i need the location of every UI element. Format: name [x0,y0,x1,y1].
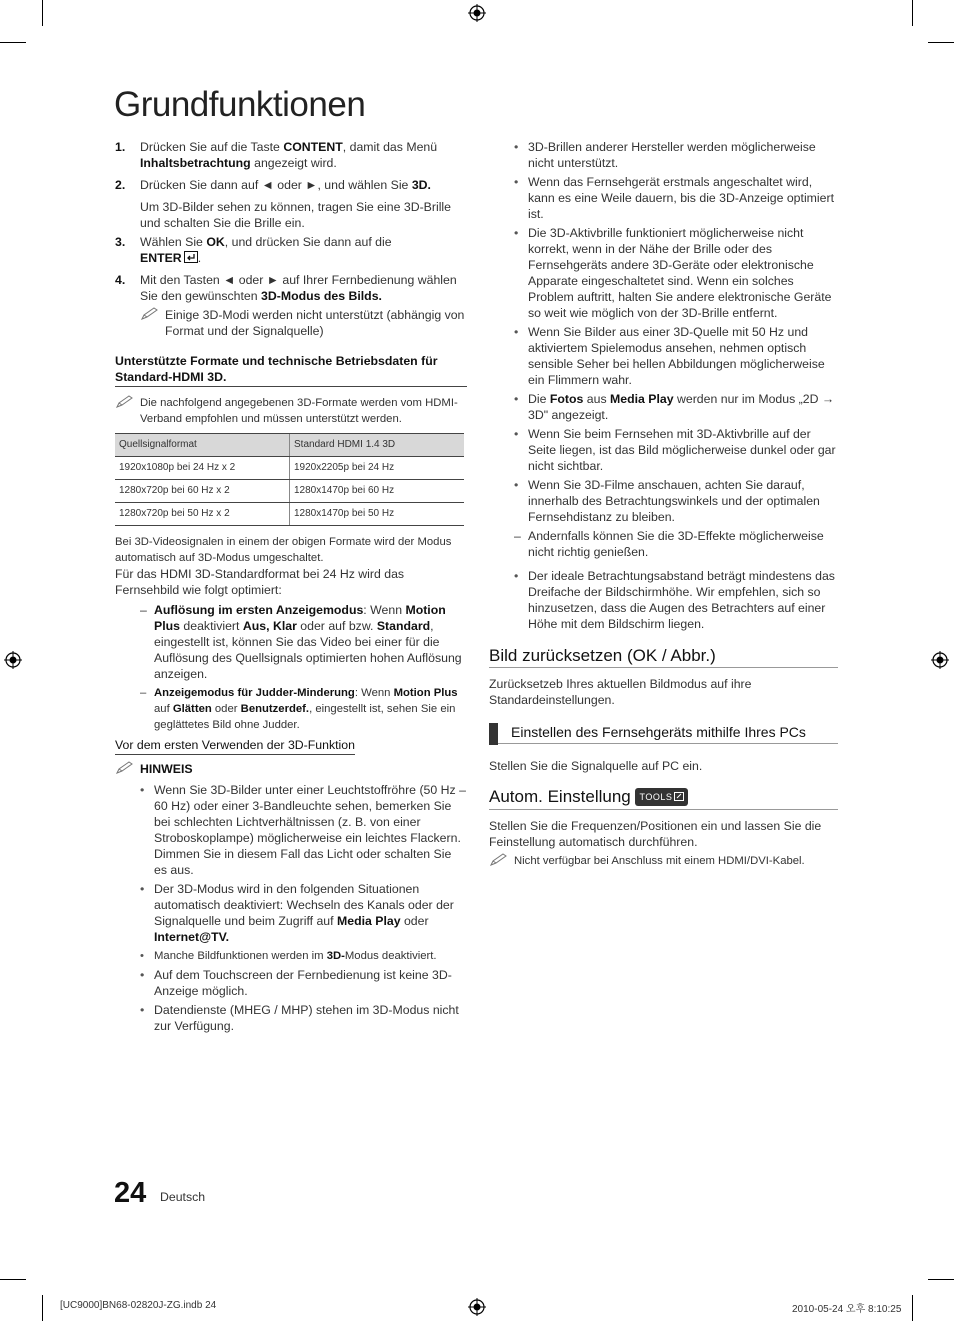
step-2-extra: Um 3D-Bilder sehen zu können, tragen Sie eine 3D-Brille und schalten Sie die Brille ein. [140,200,451,230]
reset-text: Zurücksetzeb Ihres aktuellen Bildmodus auf ihre Standardeinstellungen. [489,677,752,707]
auto-heading: Autom. Einstellung TOOLS [489,788,838,810]
dash-item: – Auflösung im ersten Anzeigemodus: Wenn Motion Plus deaktiviert Aus, Klar oder auf bzw. Standard, eingestellt ist, können Sie das Video bei einer für die Auflösung des Quellsignals optimierten hohen Auflösung anzeigen. [140,602,467,682]
crop-mark [912,0,913,26]
list-item: • 3D-Brillen anderer Hersteller werden möglicherweise nicht unterstützt. [514,139,841,171]
note-pencil-icon [140,307,160,321]
step-4: 4. Mit den Tasten ◄ oder ► auf Ihrer Fernbedienung wählen Sie den gewünschten 3D-Modus des Bilds. [115,273,457,303]
list-item: • Manche Bildfunktionen werden im 3D-Modus deaktiviert. [140,948,467,964]
footer-timestamp: 2010-05-24 오후 8:10:25 [792,1304,902,1315]
registration-mark-icon [468,4,486,22]
table-cell: 1280x1470p bei 60 Hz [290,480,465,503]
list-item: • Wenn Sie beim Fernsehen mit 3D-Aktivbrille auf der Seite liegen, ist das Bild möglicherweise dunkel oder gar nicht sichtbar. [514,426,841,474]
tools-icon [674,792,684,801]
crop-mark [0,1279,26,1280]
language-label: Deutsch [160,1190,206,1204]
list-item: • Der ideale Betrachtungsabstand beträgt mindestens das Dreifache der Bildschirmhöhe. Wir empfehlen, sich so hinzusetzen, dass die Augen des Betrachters auf einer Höhe mit dem Bildschirm liegen. [514,568,841,632]
page-title: Grundfunktionen [114,85,366,124]
list-item: • Die 3D-Aktivbrille funktioniert möglicherweise nicht korrekt, wenn in der Nähe der Brille oder des Fernsehgeräts andere 3D-Geräte oder elektronische Apparate eingeschaltetet sind. Wenn ein solches Problem auftritt, halten Sie andere elektronische Geräte so weit wie möglich von der 3D-Brille entfernt. [514,225,841,321]
auto-note: Nicht verfügbar bei Anschluss mit einem HDMI/DVI-Kabel. [489,853,841,869]
note-pencil-icon [115,395,135,409]
table-cell: 1920x1080p bei 24 Hz x 2 [115,457,290,480]
list-item: • Wenn Sie 3D-Filme anschauen, achten Sie darauf, innerhalb des Betrachtungswinkels und der optimalen Fernsehdistanz zu bleiben. [514,477,841,525]
list-item: • Die Fotos aus Media Play werden nur im Modus „2D → 3D" angezeigt. [514,391,841,423]
heading-bar [489,723,498,745]
right-bullet-list [514,139,841,632]
table-cell: 1280x720p bei 50 Hz x 2 [115,503,290,526]
formats-heading: Unterstützte Formate und technische Betriebsdaten für Standard-HDMI 3D. [115,353,467,387]
auto-text: Stellen Sie die Frequenzen/Positionen ein und lassen Sie die Feinstellung automatisch durchführen. [489,819,822,849]
dash-item: – Andernfalls können Sie die 3D-Effekte möglicherweise nicht richtig genießen. [514,528,841,560]
tools-badge: TOOLS [635,788,688,806]
table-header: Standard HDMI 1.4 3D [290,434,465,457]
table-row [115,480,464,503]
table-header: Quellsignalformat [115,434,290,457]
step-3: 3. Wählen Sie OK, und drücken Sie dann auf die ENTER . [115,235,392,265]
registration-mark-icon [931,651,949,669]
table-row [115,457,464,480]
formats-note: Die nachfolgend angegebenen 3D-Formate werden vom HDMI-Verband empfohlen und müssen unterstützt werden. [115,395,467,427]
left-column [115,139,467,1037]
before-heading: Vor dem ersten Verwenden der 3D-Funktion [115,737,467,755]
crop-mark [912,1295,913,1321]
table-header-row [115,434,464,457]
list-item: • Wenn Sie Bilder aus einer 3D-Quelle mit 50 Hz und aktiviertem Spielemodus ansehen, nehmen optisch sensible Seher bei hellen Abbildungen möglicherweise ein Flimmern wahr. [514,324,841,388]
note-pencil-icon [489,853,509,867]
table-cell: 1280x720p bei 60 Hz x 2 [115,480,290,503]
step-1: 1. Drücken Sie auf die Taste CONTENT, damit das Menü Inhaltsbetrachtung angezeigt wird. [115,140,438,170]
registration-mark-icon [4,651,22,669]
list-item: • Wenn das Fernsehgerät erstmals angeschaltet wird, kann es eine Weile dauern, bis die 3D-Anzeige optimiert ist. [514,174,841,222]
crop-mark [42,1295,43,1321]
after-table-text: Bei 3D-Videosignalen in einem der obigen Formate wird der Modus automatisch auf 3D-Modus umgeschaltet. [115,536,452,564]
enter-icon [184,251,198,263]
hinweis-label: HINWEIS [115,761,467,777]
crop-mark [42,0,43,26]
list-item: • Datendienste (MHEG / MHP) stehen im 3D-Modus nicht zur Verfügung. [140,1002,467,1034]
table-row [115,503,464,526]
reset-heading: Bild zurücksetzen (OK / Abbr.) [489,648,838,668]
note-pencil-icon [115,761,135,775]
list-item: • Auf dem Touchscreen der Fernbedienung ist keine 3D-Anzeige möglich. [140,967,467,999]
after-table-text: Für das HDMI 3D-Standardformat bei 24 Hz wird das Fernsehbild wie folgt optimiert: [115,567,405,597]
crop-mark [928,1279,954,1280]
page-number: 24 [114,1177,147,1209]
hinweis-list [140,782,467,1034]
right-column [489,139,841,869]
crop-mark [928,42,954,43]
registration-mark-icon [468,1298,486,1316]
table-cell: 1280x1470p bei 50 Hz [290,503,465,526]
list-item: • Der 3D-Modus wird in den folgenden Situationen automatisch deaktiviert: Wechseln des Kanals oder der Signalquelle und beim Zugriff auf Media Play oder Internet@TV. [140,881,467,945]
footer-file-info: [UC9000]BN68-02820J-ZG.indb 24 [60,1300,217,1311]
list-item: • Wenn Sie 3D-Bilder unter einer Leuchtstoffröhre (50 Hz – 60 Hz) oder einer 3-Bandleuchte sehen, bemerken Sie bei schlechten Lichtverhältnissen (z. B. von einer Stroboskoplampe) möglicherweise ein leichtes Flackern. Dimmen Sie in diesem Fall das Licht oder schalten Sie es aus. [140,782,467,878]
pc-text: Stellen Sie die Signalquelle auf PC ein. [489,759,703,773]
crop-mark [0,42,26,43]
step-4-note: Einige 3D-Modi werden nicht unterstützt (abhängig von Format und der Signalquelle) [140,307,467,339]
dash-item: – Anzeigemodus für Judder-Minderung: Wenn Motion Plus auf Glätten oder Benutzerdef., eingestellt ist, sehen Sie ein geglättetes Bild ohne Judder. [140,685,467,733]
table-cell: 1920x2205p bei 24 Hz [290,457,465,480]
step-2: 2. Drücken Sie dann auf ◄ oder ►, und wählen Sie 3D. [115,178,431,192]
pc-heading: Einstellen des Fernsehgeräts mithilfe Ihres PCs [489,724,838,744]
formats-table [115,433,464,526]
